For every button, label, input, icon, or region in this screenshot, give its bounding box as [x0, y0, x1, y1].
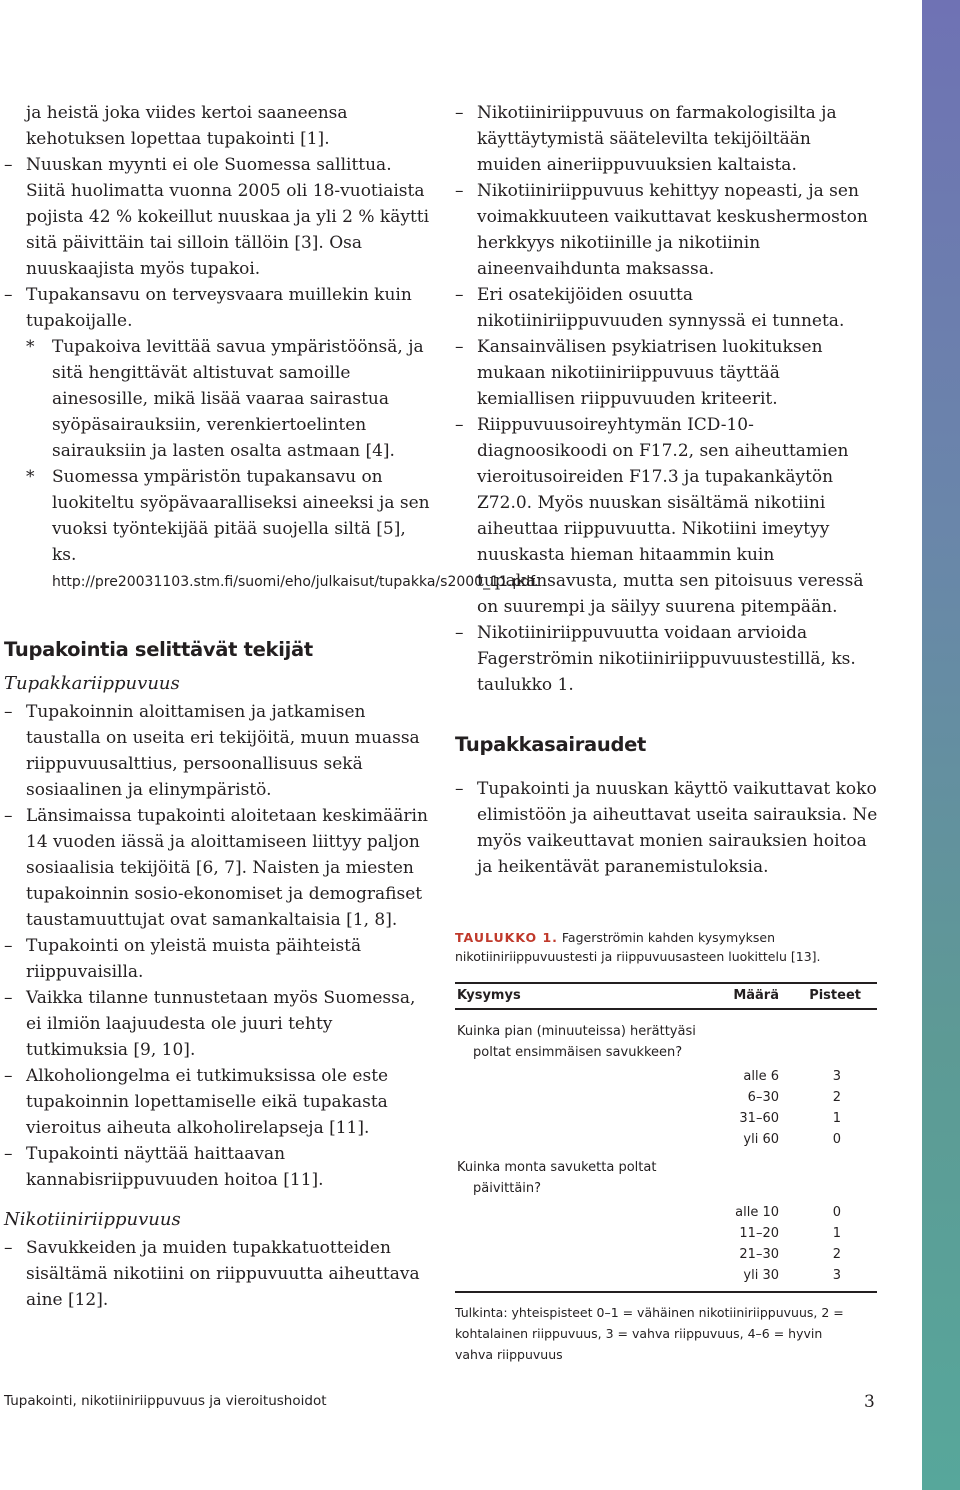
footer-title: Tupakointi, nikotiiniriippuvuus ja vieroitushoidot: [4, 1393, 327, 1409]
table-row: yli 30 3: [743, 1268, 841, 1283]
table-row: alle 6 3: [743, 1069, 841, 1084]
table-row: yli 60 0: [743, 1132, 841, 1147]
source-url: http://pre20031103.stm.fi/suomi/eho/julkaisut/tupakka/s2000_11.pdf.: [52, 574, 539, 590]
subheading: Tupakkariippuvuus: [4, 673, 180, 694]
column-header: Pisteet: [809, 988, 861, 1003]
list-item: – Riippuvuusoireyhtymän ICD-10-diagnoosikoodi on F17.2, sen aiheuttamien vieroitusoireiden F17.3 ja tupakankäytön Z72.0. Myös nuuskan sisältämä nikotiini aiheuttaa riippuvuutta. Nikotiini imeytyy nuuskasta hieman hitaammin kuin tupakansavusta, mutta sen pitoisuus veressä on suurempi ja säilyy suurena pitempään.: [455, 415, 864, 617]
list-item: – Tupakointi näyttää haittaavan kannabisriippuvuuden hoitoa [11].: [4, 1144, 324, 1190]
fagerstrom-table: [455, 982, 877, 1293]
list-item: – Nikotiiniriippuvuutta voidaan arvioida Fagerströmin nikotiiniriippuvuustestillä, ks. taulukko 1.: [455, 623, 856, 695]
table-note: Tulkinta: yhteispisteet 0–1 = vähäinen nikotiiniriippuvuus, 2 = kohtalainen riippuvuus, 3 = vahva riippuvuus, 4–6 = hyvin vahva riippuvuus: [455, 1305, 844, 1362]
table-row: 11–20 1: [739, 1226, 841, 1241]
side-color-strip: [922, 0, 960, 1490]
table-row: 21–30 2: [739, 1247, 841, 1262]
subheading: Nikotiiniriippuvuus: [4, 1209, 181, 1230]
column-header: Kysymys: [457, 988, 521, 1003]
list-item: – Nikotiiniriippuvuus on farmakologisilta ja käyttäytymistä säätelevilta tekijöiltään muiden aineriippuvuuksien kaltaista.: [455, 103, 837, 175]
list-item: – Tupakoinnin aloittamisen ja jatkamisen taustalla on useita eri tekijöitä, muun muassa riippuvuusalttius, persoonallisuus sekä sosiaalinen ja elinympäristö.: [4, 702, 420, 800]
question-row: Kuinka monta savuketta poltat päivittäin?: [457, 1160, 657, 1196]
list-item: – Vaikka tilanne tunnustetaan myös Suomessa, ei ilmiön laajuudesta ole juuri tehty tutkimuksia [9, 10].: [4, 988, 416, 1060]
star-item: * Suomessa ympäristön tupakansavu on luokiteltu syöpävaaralliseksi aineeksi ja sen vuoksi työntekijää pitää suojella siltä [5], ks. http://pre20031103.stm.fi/suomi/eho/julkaisut/tupakka/s2000_11.pdf.: [26, 467, 539, 590]
table-row: 31–60 1: [739, 1111, 841, 1126]
list-item: – Alkoholiongelma ei tutkimuksissa ole este tupakoinnin lopettamiselle eikä tupakasta vieroitus aiheuta alkoholirelapseja [11].: [4, 1066, 389, 1138]
table-caption: TAULUKKO 1. Fagerströmin kahden kysymyksen nikotiiniriippuvuustesti ja riippuvuusasteen luokittelu [13].: [455, 930, 821, 964]
column-header: Määrä: [733, 988, 779, 1003]
list-item: – Nikotiiniriippuvuus kehittyy nopeasti, ja sen voimakkuuteen vaikuttavat keskushermoston herkkyys nikotiinille ja nikotiinin aineenvaihdunta maksassa.: [455, 181, 868, 279]
list-item: – Nuuskan myynti ei ole Suomessa sallittua. Siitä huolimatta vuonna 2005 oli 18-vuotiaista pojista 42 % kokeillut nuuskaa ja yli 2 % käytti sitä päivittäin tai silloin tällöin [3]. Osa nuuskaajista myös tupakoi.: [4, 155, 430, 279]
section-heading: Tupakointia selittävät tekijät: [4, 638, 313, 661]
list-item: – Eri osatekijöiden osuutta nikotiiniriippuvuuden synnyssä ei tunneta.: [455, 285, 845, 331]
list-item: – Savukkeiden ja muiden tupakkatuotteiden sisältämä nikotiini on riippuvuutta aiheuttava aine [12].: [4, 1238, 420, 1310]
table-row: alle 10 0: [735, 1205, 841, 1220]
intro-lead: ja heistä joka viides kertoi saaneensa kehotuksen lopettaa tupakointi [1].: [26, 103, 348, 149]
list-item: – Tupakansavu on terveysvaara muillekin kuin tupakoijalle.: [4, 285, 412, 331]
table-block: [455, 928, 877, 1365]
list-item: – Kansainvälisen psykiatrisen luokituksen mukaan nikotiiniriippuvuus täyttää kemiallisen riippuvuuden kriteerit.: [455, 337, 823, 409]
question-row: Kuinka pian (minuuteissa) herättyäsi poltat ensimmäisen savukkeen?: [457, 1024, 696, 1060]
section-heading: Tupakkasairaudet: [455, 733, 647, 756]
star-item: * Tupakoiva levittää savua ympäristöönsä, ja sitä hengittävät altistuvat samoille ainesosille, mikä lisää vaaraa sairastua syöpäsairauksiin, verenkiertoelinten sairauksiin ja lasten osalta astmaan [4].: [26, 337, 424, 461]
page-number: 3: [864, 1392, 875, 1412]
list-item: – Tupakointi on yleistä muista päihteistä riippuvaisilla.: [4, 936, 362, 982]
right-column: [455, 100, 880, 880]
table-label: TAULUKKO 1.: [455, 930, 558, 945]
list-item: – Länsimaissa tupakointi aloitetaan keskimäärin 14 vuoden iässä ja aloittamiseen liittyy paljon sosiaalisia tekijöitä [6, 7]. Naisten ja miesten tupakoinnin sosio-ekonomiset ja demografiset taustamuuttujat ovat samankaltaisia [1, 8].: [4, 806, 428, 930]
list-item: – Tupakointi ja nuuskan käyttö vaikuttavat koko elimistöön ja aiheuttavat useita sairauksia. Ne myös vaikeuttavat monien sairauksien hoitoa ja heikentävät paranemistuloksia.: [455, 779, 878, 877]
table-row: 6–30 2: [747, 1090, 841, 1105]
